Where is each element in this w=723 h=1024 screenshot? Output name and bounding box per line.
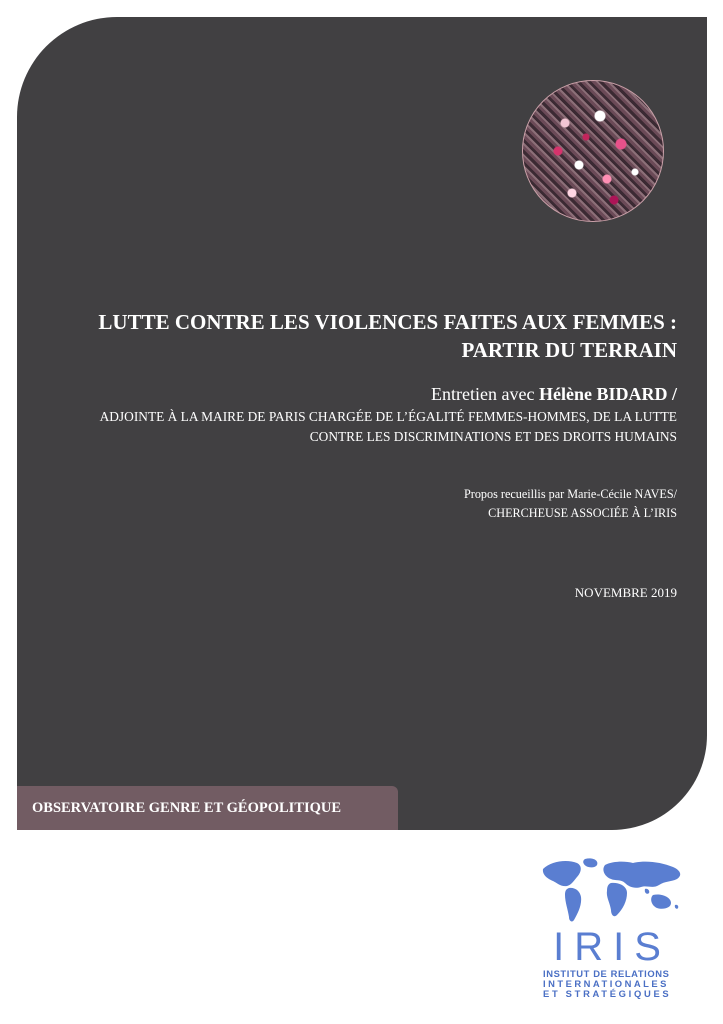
- observatory-name: OBSERVATOIRE GENRE ET GÉOPOLITIQUE: [32, 799, 342, 816]
- title-line-2: PARTIR DU TERRAIN: [461, 338, 677, 362]
- logo-line-2: INTERNATIONALES: [543, 978, 669, 989]
- interview-prefix: Entretien avec: [431, 384, 535, 404]
- logo-line-3: ET STRATÉGIQUES: [543, 988, 672, 999]
- world-map-icon: [537, 855, 687, 927]
- logo-wordmark: IRIS: [553, 925, 671, 969]
- collected-by: [40, 485, 677, 523]
- protest-crowd-photo: [522, 80, 664, 222]
- observatory-label: [17, 786, 398, 830]
- collected-line-2: CHERCHEUSE ASSOCIÉE À L’IRIS: [488, 506, 677, 520]
- collected-line-1: Propos recueillis par Marie-Cécile NAVES/: [463, 487, 677, 501]
- logo-line-1: INSTITUT DE RELATIONS: [543, 968, 670, 979]
- iris-logo: [537, 855, 687, 1005]
- role-line-2: CONTRE LES DISCRIMINATIONS ET DES DROITS HUMAINS: [309, 428, 677, 444]
- title-line-1: LUTTE CONTRE LES VIOLENCES FAITES AUX FEMMES :: [98, 310, 677, 334]
- interview-heading: [40, 383, 677, 405]
- report-title: [40, 308, 677, 364]
- role-line-1: ADJOINTE À LA MAIRE DE PARIS CHARGÉE DE L’ÉGALITÉ FEMMES-HOMMES, DE LA LUTTE: [99, 409, 677, 424]
- publication-date: NOVEMBRE 2019: [574, 585, 677, 600]
- interviewee-role: [40, 407, 677, 446]
- interviewee-name: Hélène BIDARD /: [539, 384, 677, 404]
